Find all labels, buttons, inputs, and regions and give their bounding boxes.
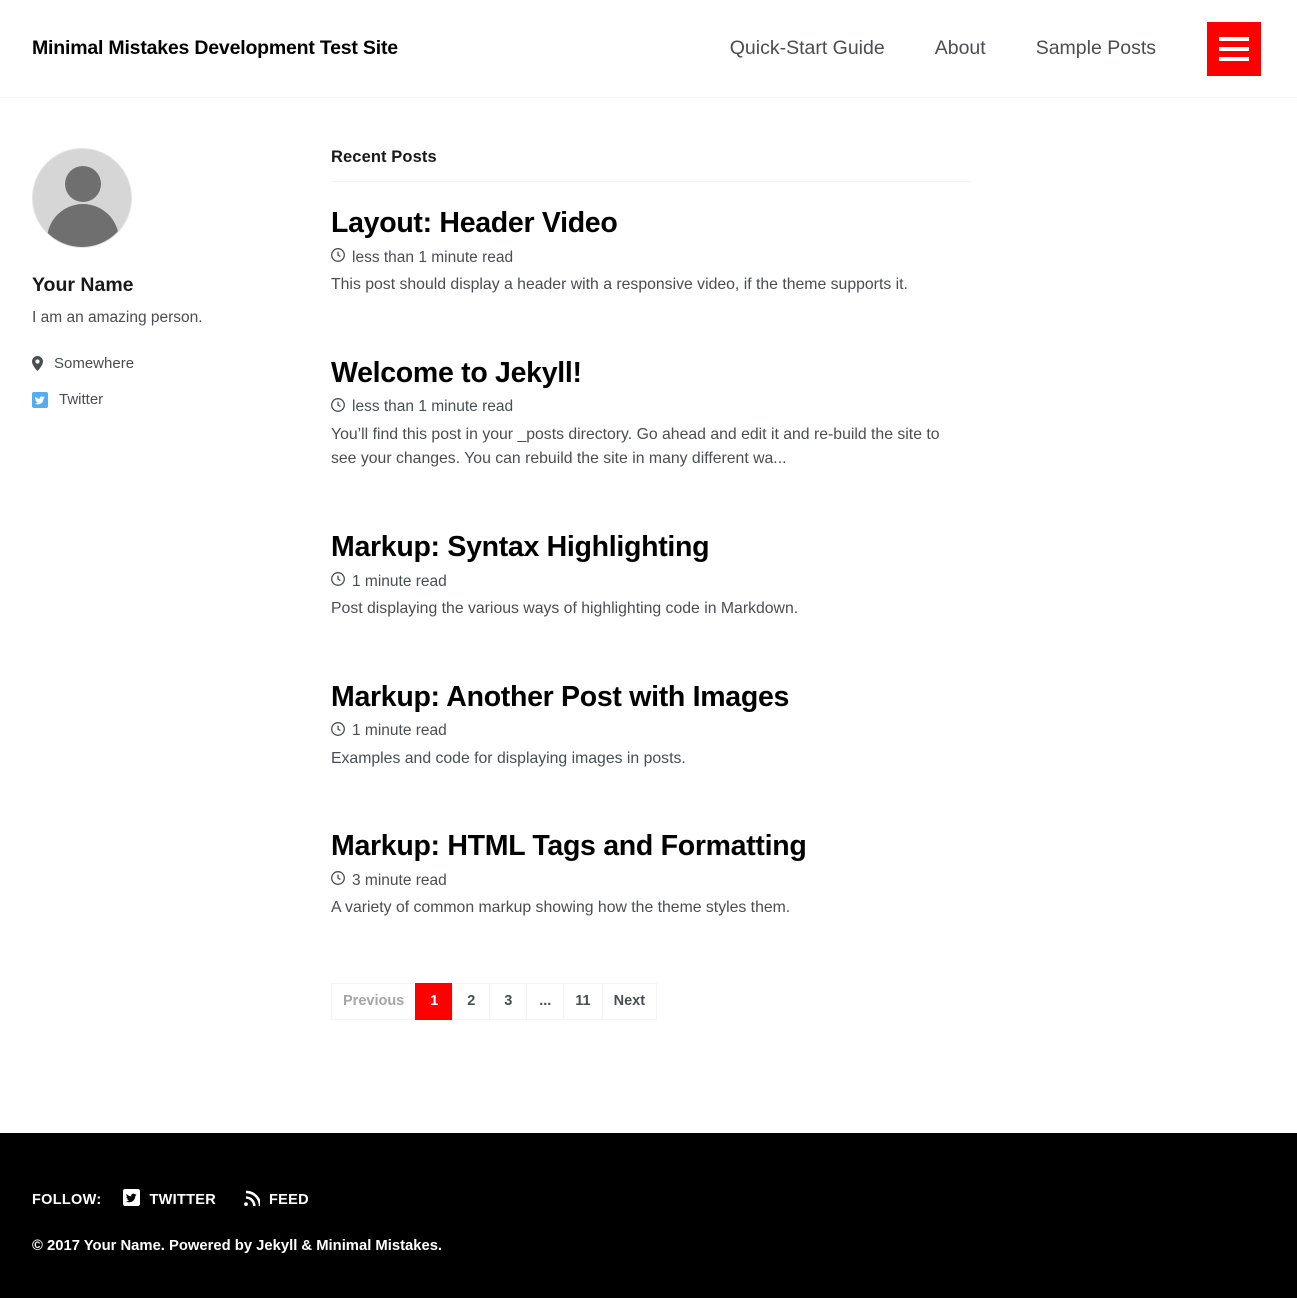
footer-feed-label: FEED (269, 1191, 309, 1208)
author-location-label: Somewhere (54, 355, 135, 372)
post-title (331, 356, 971, 390)
rss-feed-icon (244, 1190, 260, 1210)
pagination (331, 983, 971, 1020)
footer-twitter-label: TWITTER (149, 1191, 217, 1208)
post-excerpt: You’ll find this post in your _posts directory. Go ahead and edit it and re-build the site to see your changes. You can rebuild the site in many different wa... (331, 425, 940, 468)
post-title-link[interactable]: Markup: HTML Tags and Formatting (331, 830, 807, 863)
list-item (331, 182, 971, 332)
post-excerpt: Post displaying the various ways of highlighting code in Markdown. (331, 600, 799, 618)
site-title[interactable]: Minimal Mistakes Development Test Site (32, 37, 398, 59)
list-item (331, 805, 971, 955)
post-read-time: less than 1 minute read (352, 398, 514, 416)
list-item (331, 656, 971, 806)
post-title-link[interactable]: Welcome to Jekyll! (331, 356, 582, 389)
pagination-next[interactable]: Next (602, 983, 657, 1020)
hamburger-bar-1 (1219, 37, 1249, 41)
post-excerpt: A variety of common markup showing how the theme styles them. (331, 899, 791, 917)
post-meta (331, 722, 971, 741)
hamburger-bar-2 (1219, 47, 1249, 51)
post-title (331, 530, 971, 564)
follow-row (32, 1189, 1265, 1210)
post-title-link[interactable]: Layout: Header Video (331, 207, 618, 239)
page-content (0, 98, 1297, 1080)
footer-link-twitter[interactable] (123, 1189, 216, 1210)
post-excerpt: This post should display a header with a responsive video, if the theme supports it. (331, 276, 908, 294)
list-item (331, 506, 971, 656)
author-bio: I am an amazing person. (32, 309, 203, 326)
avatar-body (47, 204, 119, 248)
masthead (0, 0, 1297, 98)
author-link-twitter[interactable] (32, 391, 300, 408)
nav-item-about[interactable]: About (934, 37, 986, 59)
twitter-icon (123, 1189, 140, 1210)
avatar-head (65, 166, 101, 202)
nav-item-sample-posts[interactable]: Sample Posts (1035, 37, 1156, 59)
post-meta (331, 248, 971, 267)
twitter-icon (32, 392, 48, 408)
author-link-location (32, 355, 300, 372)
pagination-page-11[interactable]: 11 (563, 983, 601, 1020)
hamburger-menu-icon[interactable] (1207, 22, 1261, 76)
post-meta (331, 398, 971, 417)
post-title (331, 680, 971, 714)
location-pin-icon (32, 356, 43, 371)
clock-icon (331, 722, 345, 741)
post-excerpt: Examples and code for displaying images in posts. (331, 749, 686, 767)
pagination-page-1[interactable]: 1 (415, 983, 452, 1020)
pagination-page-2[interactable]: 2 (452, 983, 489, 1020)
author-twitter-label: Twitter (59, 391, 104, 408)
main-content (300, 148, 1270, 1080)
follow-label: FOLLOW: (32, 1191, 102, 1208)
pagination-ellipsis: ... (526, 983, 563, 1020)
avatar (32, 148, 132, 248)
pagination-previous: Previous (331, 983, 415, 1020)
primary-navigation (705, 22, 1265, 76)
author-links (32, 355, 300, 408)
nav-item-quick-start-guide[interactable]: Quick-Start Guide (729, 37, 885, 59)
masthead-inner (0, 0, 1297, 97)
archive-list (331, 148, 971, 1020)
author-name: Your Name (32, 274, 134, 296)
hamburger-bar-3 (1219, 57, 1249, 61)
list-item (331, 332, 971, 506)
post-meta (331, 572, 971, 591)
post-title (331, 206, 971, 240)
clock-icon (331, 248, 345, 267)
page-footer (0, 1133, 1297, 1298)
post-title-link[interactable]: Markup: Another Post with Images (331, 680, 790, 713)
author-sidebar (0, 148, 300, 1080)
clock-icon (331, 398, 345, 417)
post-read-time: 1 minute read (352, 572, 447, 590)
post-read-time: less than 1 minute read (352, 248, 514, 266)
post-title (331, 829, 971, 863)
clock-icon (331, 871, 345, 890)
post-read-time: 3 minute read (352, 871, 447, 889)
clock-icon (331, 572, 345, 591)
pagination-page-3[interactable]: 3 (489, 983, 526, 1020)
post-read-time: 1 minute read (352, 722, 447, 740)
post-meta (331, 871, 971, 890)
footer-link-feed[interactable] (244, 1190, 309, 1210)
page-title: Recent Posts (331, 148, 971, 182)
post-title-link[interactable]: Markup: Syntax Highlighting (331, 530, 710, 563)
copyright: © 2017 Your Name. Powered by Jekyll & Minimal Mistakes. (32, 1238, 443, 1254)
